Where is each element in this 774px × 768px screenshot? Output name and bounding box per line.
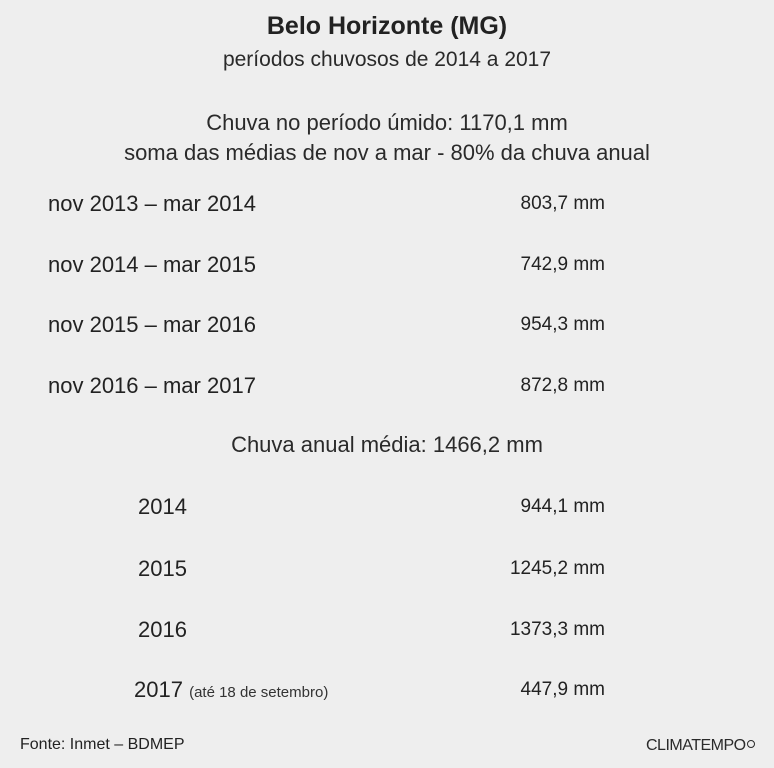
period-value: 742,9 mm <box>520 254 605 275</box>
page-subtitle: períodos chuvosos de 2014 a 2017 <box>222 48 552 71</box>
period-label: nov 2015 – mar 2016 <box>48 312 256 337</box>
period-label: nov 2013 – mar 2014 <box>48 191 256 216</box>
brand-logo-text: CLIMATEMPO <box>646 737 746 754</box>
brand-circle-icon <box>747 740 755 748</box>
humid-period-note: soma das médias de nov a mar - 80% da chuva anual <box>124 140 650 165</box>
year-label: 2016 <box>138 617 187 642</box>
period-value: 954,3 mm <box>520 314 605 335</box>
year-value: 1373,3 mm <box>509 619 605 640</box>
brand-logo <box>646 737 755 755</box>
period-label: nov 2016 – mar 2017 <box>48 373 256 398</box>
year-value: 447,9 mm <box>520 679 605 700</box>
year-label: 2015 <box>138 556 187 581</box>
humid-period-heading: Chuva no período úmido: 1170,1 mm <box>206 110 568 135</box>
year-note: (até 18 de setembro) <box>189 684 329 701</box>
year-label: 2014 <box>138 494 187 519</box>
year-label: 2017 <box>134 677 183 702</box>
period-value: 803,7 mm <box>520 193 605 214</box>
year-value: 944,1 mm <box>520 496 605 517</box>
year-value: 1245,2 mm <box>509 558 605 579</box>
source-credit: Fonte: Inmet – BDMEP <box>20 736 185 753</box>
period-label: nov 2014 – mar 2015 <box>48 252 256 277</box>
page-title: Belo Horizonte (MG) <box>266 12 508 40</box>
annual-average-heading: Chuva anual média: 1466,2 mm <box>231 432 543 457</box>
period-value: 872,8 mm <box>520 375 605 396</box>
year-row-2017 <box>134 677 328 703</box>
